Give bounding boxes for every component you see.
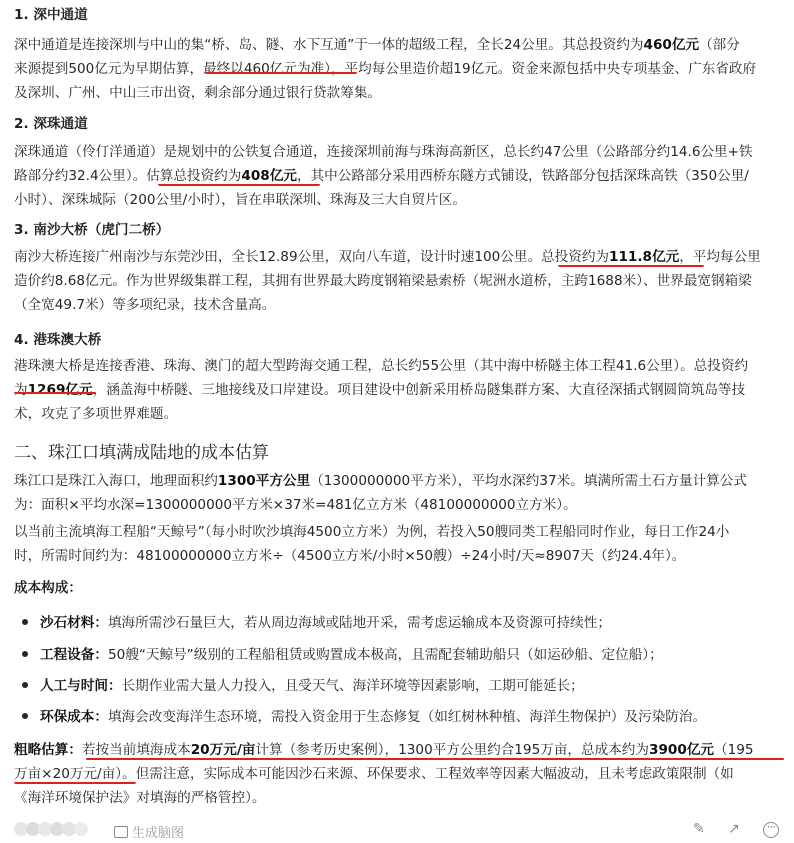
value-area: 1300平方公里 — [217, 473, 311, 489]
value-408: 408亿元 — [241, 168, 297, 184]
more-button[interactable] — [763, 819, 779, 838]
para-shenzhu: 深珠通道（伶仃洋通道）是规划中的公铁复合通道，连接深圳前海与珠海高新区，总长约47公里（公路部分约14.6公里+铁 路部分约32.4公里）。估算总投资约为408亿元，其中公路部分采用西桥东隧方式铺设，铁路部分包括深珠高铁（350公里/ 小时）、深珠城际（200公里/小时），旨在串联深圳、珠海及三大自贸片区。 — [14, 144, 753, 208]
edit-button[interactable] — [693, 821, 705, 837]
list-item: 工程设备：50艘“天鲸号”级别的工程船租赁或购置成本极高，且需配套辅助船只（如运砂船、定位船）； — [40, 647, 663, 663]
heading-nansha: 3. 南沙大桥（虎门二桥） — [14, 222, 170, 238]
heading-cost-composition: 成本构成： — [14, 580, 82, 596]
share-icon: ↗ — [728, 821, 740, 837]
underline-mark — [14, 392, 96, 394]
bullet-dot — [22, 713, 28, 719]
share-button[interactable] — [728, 821, 740, 837]
para-tianjing: 以当前主流填海工程船“天鲸号”（每小时吹沙填海4500立方米）为例，若投入50艘同类工程船同时作业，每日工作24小 时，所需时间约为：48100000000立方米÷（4500立方米/小时×50艘）÷24小时/天≈8907天（约24.4年）。 — [14, 524, 730, 564]
list-item: 沙石材料：填海所需沙石量巨大，若从周边海域或陆地开采，需考虑运输成本及资源可持续性； — [40, 615, 611, 631]
underline-mark — [158, 184, 320, 186]
underline-mark — [205, 72, 357, 74]
rough-estimate-label: 粗略估算： — [14, 742, 82, 758]
underline-mark — [14, 782, 136, 784]
bullet-dot — [22, 651, 28, 657]
para-shenzhong: 深中通道是连接深圳与中山的集“桥、岛、隧、水下互通”于一体的超级工程，全长24公里。其总投资约为460亿元（部分 来源提到500亿元为早期估算，最终以460亿元为准），平均每公里造价超19亿元。资金来源包括中央专项基金、广东省政府 及深圳、广州、中山三市出资，剩余部分通过银行贷款筹集。 — [14, 37, 757, 101]
heading-shenzhu: 2. 深珠通道 — [14, 116, 88, 132]
value-1269: 1269亿元 — [27, 382, 93, 398]
value-111-8: 111.8亿元 — [609, 249, 680, 265]
underline-mark — [86, 758, 784, 760]
para-hzmb: 港珠澳大桥是连接香港、珠海、澳门的超大型跨海交通工程，总长约55公里（其中海中桥隧主体工程41.6公里）。总投资约 为1269亿元，涵盖海中桥隧、三地接线及口岸建设。项目建设中创新采用桥岛隧集群方案、大直径深插式钢圆筒筑岛等技 术，攻克了多项世界难题。 — [14, 358, 749, 422]
more-icon: ··· — [763, 822, 779, 838]
edit-icon: ✎ — [693, 821, 705, 837]
list-item: 环保成本：填海会改变海洋生态环境，需投入资金用于生态修复（如红树林种植、海洋生物保护）及污染防治。 — [40, 709, 707, 725]
para-rough-estimate: 粗略估算：若按当前填海成本20万元/亩计算（参考历史案例），1300平方公里约合195万亩，总成本约为3900亿元（195 万亩×20万元/亩）。但需注意，实际成本可能因沙石来源、环保要求、工程效率等因素大幅波动，且未考虑政策限制（如 《海洋环境保护法》对填海的严格管控）。 — [14, 742, 754, 806]
avatar — [74, 822, 88, 836]
heading-hzmb: 4. 港珠澳大桥 — [14, 332, 102, 348]
value-460: 460亿元 — [643, 37, 700, 53]
para-estuary: 珠江口是珠江入海口，地理面积约1300平方公里（1300000000平方米），平均水深约37米。填满所需土石方量计算公式 为：面积×平均水深=1300000000平方米×37米=481亿立方米（48100000000立方米）。 — [14, 473, 747, 513]
para-nansha: 南沙大桥连接广州南沙与东莞沙田，全长12.89公里，双向八车道，设计时速100公里。总投资约为111.8亿元，平均每公里 造价约8.68亿元。作为世界级集群工程，其拥有世界最大跨度钢箱梁悬索桥（坭洲水道桥，主跨1688米）、世界最宽钢箱梁 （全宽49.7米）等多项纪录，技术含量高。 — [14, 249, 761, 313]
list-item: 人工与时间：长期作业需大量人力投入，且受天气、海洋环境等因素影响，工期可能延长； — [40, 678, 584, 694]
mindmap-icon — [114, 826, 128, 838]
mindmap-button[interactable]: 生成脑图 — [114, 822, 184, 841]
value-3900: 3900亿元 — [648, 742, 715, 758]
bullet-dot — [22, 619, 28, 625]
underline-mark — [558, 265, 704, 267]
heading-shenzhong: 1. 深中通道 — [14, 7, 88, 23]
heading-pearl-river-estimate: 二、珠江口填满成陆地的成本估算 — [14, 443, 269, 463]
source-avatars[interactable] — [14, 822, 94, 836]
bullet-dot — [22, 682, 28, 688]
